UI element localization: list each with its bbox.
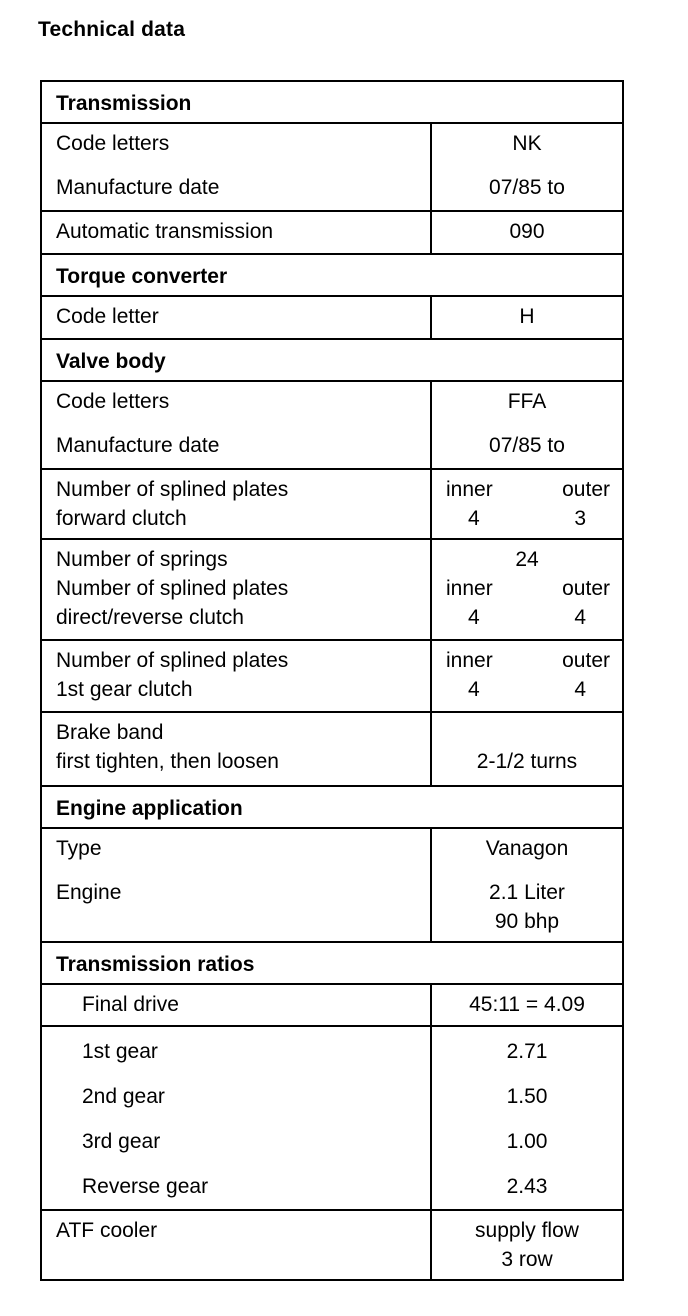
row-value-cell xyxy=(432,1211,622,1279)
row-value-cell xyxy=(432,470,622,538)
first-gear-clutch-label-1: Number of splined plates xyxy=(56,649,289,672)
row-label-cell xyxy=(42,540,432,639)
engine-label: Engine xyxy=(56,881,122,904)
outer-label: outer xyxy=(562,478,610,501)
type-value: Vanagon xyxy=(485,837,569,860)
table-row-valve-code-letters xyxy=(42,382,622,470)
gear-label: 1st gear xyxy=(82,1040,158,1063)
row-value-cell xyxy=(432,382,622,468)
table-row-final-drive xyxy=(42,985,622,1027)
springs-value: 24 xyxy=(515,548,539,571)
inner-value: 4 xyxy=(468,507,480,530)
brake-band-value: 2-1/2 turns xyxy=(476,750,578,773)
row-value-cell xyxy=(432,540,622,639)
manufacture-date-value: 07/85 to xyxy=(489,176,565,199)
table-row-direct-reverse-clutch xyxy=(42,540,622,641)
code-letters-value: NK xyxy=(512,132,542,155)
outer-label: outer xyxy=(562,649,610,672)
atf-cooler-value-2: 3 row xyxy=(501,1248,553,1271)
final-drive-value: 45:11 = 4.09 xyxy=(469,993,585,1016)
page-title: Technical data xyxy=(38,18,186,41)
row-value-cell xyxy=(432,212,622,253)
table-row-atf-cooler xyxy=(42,1211,622,1279)
gear-value: 2.43 xyxy=(506,1175,548,1198)
valve-manufacture-date-label: Manufacture date xyxy=(56,434,220,457)
outer-value: 4 xyxy=(574,606,586,629)
forward-clutch-label-2: forward clutch xyxy=(56,507,187,530)
row-label-cell xyxy=(42,985,432,1025)
gear-label: 2nd gear xyxy=(82,1085,165,1108)
table-row-forward-clutch xyxy=(42,470,622,540)
valve-code-letters-label: Code letters xyxy=(56,390,170,413)
atf-cooler-label: ATF cooler xyxy=(56,1219,158,1242)
row-label-cell xyxy=(42,713,432,785)
outer-value: 4 xyxy=(574,678,586,701)
forward-clutch-label-1: Number of splined plates xyxy=(56,478,289,501)
engine-value-1: 2.1 Liter xyxy=(489,881,565,904)
table-row-brake-band xyxy=(42,713,622,787)
gear-value: 1.00 xyxy=(506,1130,548,1153)
row-label-cell xyxy=(42,1027,432,1209)
row-value-cell xyxy=(432,124,622,210)
type-label: Type xyxy=(56,837,102,860)
row-label-cell xyxy=(42,212,432,253)
table-row-automatic-transmission xyxy=(42,212,622,255)
valve-manufacture-date-value: 07/85 to xyxy=(489,434,565,457)
engine-value-2: 90 bhp xyxy=(494,910,560,933)
section-heading-label: Transmission ratios xyxy=(56,953,255,976)
code-letter-label: Code letter xyxy=(56,305,159,328)
section-heading-label: Transmission xyxy=(56,92,192,115)
table-row-code-letters xyxy=(42,124,622,212)
section-heading-label: Valve body xyxy=(56,350,166,373)
inner-value: 4 xyxy=(468,678,480,701)
section-heading-torque-converter xyxy=(42,255,622,297)
row-value-cell xyxy=(432,713,622,785)
row-label-cell xyxy=(42,124,432,210)
section-heading-transmission-ratios xyxy=(42,943,622,985)
inner-label: inner xyxy=(446,478,493,501)
section-heading-label: Engine application xyxy=(56,797,243,820)
manufacture-date-label: Manufacture date xyxy=(56,176,220,199)
atf-cooler-value-1: supply flow xyxy=(475,1219,579,1242)
inner-label: inner xyxy=(446,649,493,672)
direct-reverse-label-2: direct/reverse clutch xyxy=(56,606,244,629)
inner-label: inner xyxy=(446,577,493,600)
row-value-cell xyxy=(432,1027,622,1209)
gear-value: 2.71 xyxy=(506,1040,548,1063)
automatic-transmission-value: 090 xyxy=(509,220,545,243)
gear-value: 1.50 xyxy=(506,1085,548,1108)
code-letter-value: H xyxy=(519,305,535,328)
row-label-cell xyxy=(42,470,432,538)
valve-code-letters-value: FFA xyxy=(507,390,547,413)
final-drive-label: Final drive xyxy=(82,993,179,1016)
section-heading-label: Torque converter xyxy=(56,265,228,288)
row-label-cell xyxy=(42,382,432,468)
outer-value: 3 xyxy=(574,507,586,530)
brake-band-label-1: Brake band xyxy=(56,721,164,744)
table-row-type-engine xyxy=(42,829,622,943)
gear-label: 3rd gear xyxy=(82,1130,161,1153)
code-letters-label: Code letters xyxy=(56,132,170,155)
row-label-cell xyxy=(42,1211,432,1279)
row-value-cell xyxy=(432,297,622,338)
row-label-cell xyxy=(42,297,432,338)
row-label-cell xyxy=(42,829,432,941)
brake-band-label-2: first tighten, then loosen xyxy=(56,750,279,773)
gear-label: Reverse gear xyxy=(82,1175,209,1198)
inner-value: 4 xyxy=(468,606,480,629)
table-row-code-letter xyxy=(42,297,622,340)
automatic-transmission-label: Automatic transmission xyxy=(56,220,274,243)
table-row-first-gear-clutch xyxy=(42,641,622,713)
section-heading-transmission xyxy=(42,82,622,124)
first-gear-clutch-label-2: 1st gear clutch xyxy=(56,678,193,701)
technical-data-table xyxy=(40,80,624,1281)
row-label-cell xyxy=(42,641,432,711)
section-heading-engine-application xyxy=(42,787,622,829)
row-value-cell xyxy=(432,829,622,941)
row-value-cell xyxy=(432,985,622,1025)
section-heading-valve-body xyxy=(42,340,622,382)
row-value-cell xyxy=(432,641,622,711)
table-row-gear-ratios xyxy=(42,1027,622,1211)
outer-label: outer xyxy=(562,577,610,600)
direct-reverse-label-1: Number of splined plates xyxy=(56,577,289,600)
springs-label: Number of springs xyxy=(56,548,228,571)
